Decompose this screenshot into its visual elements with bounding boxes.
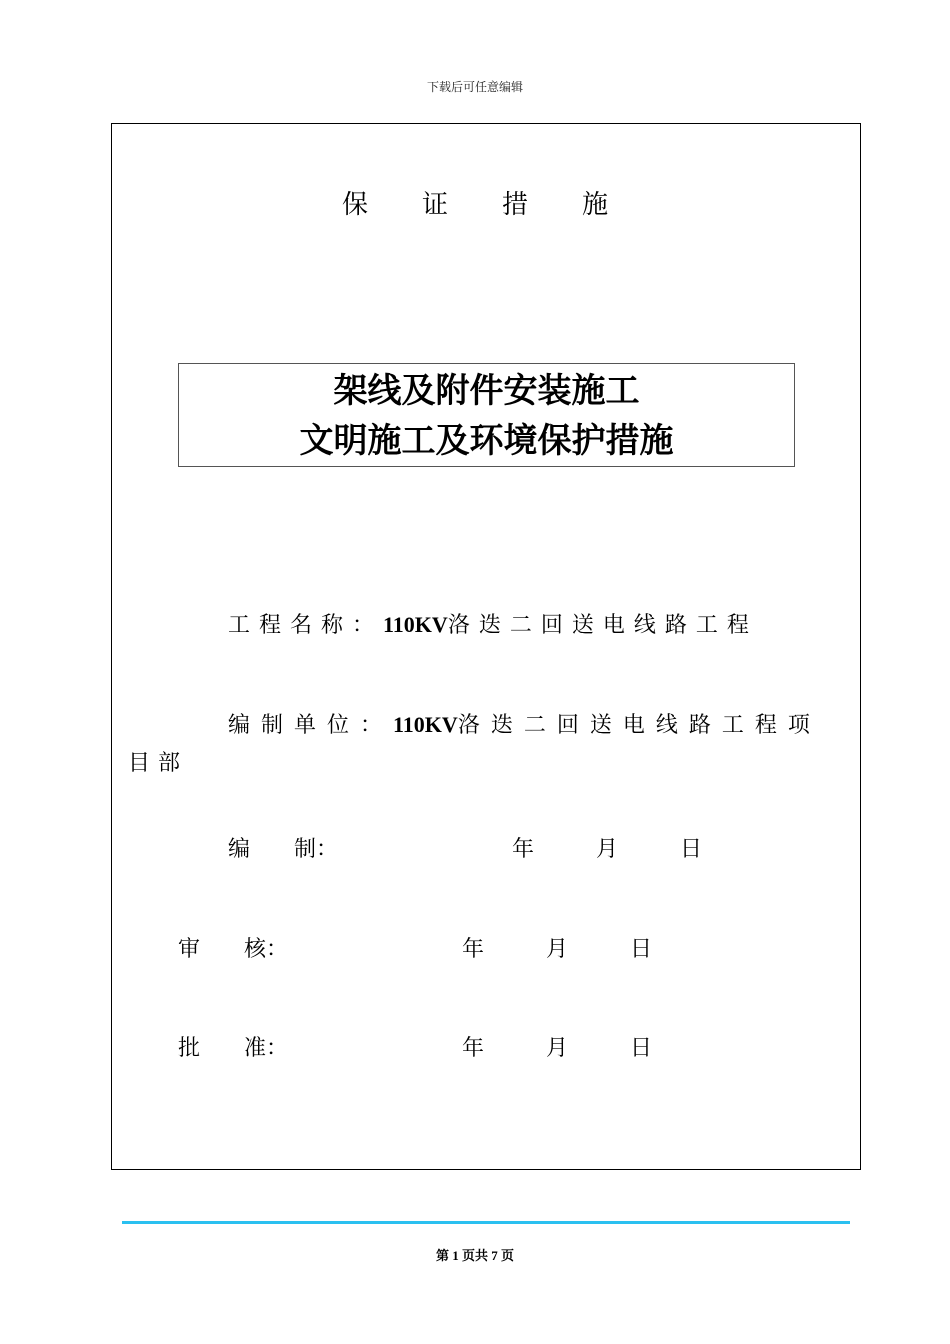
cover-frame xyxy=(111,123,861,1170)
header-note: 下载后可任意编辑 xyxy=(426,80,523,94)
compile-row xyxy=(228,832,703,863)
review-row xyxy=(178,932,653,963)
title-line-1: 架线及附件安装施工 xyxy=(333,371,640,411)
page-footer: 第 1 页共 7 页 xyxy=(435,1248,514,1263)
approve-year: 年 xyxy=(462,1036,485,1061)
approve-month: 月 xyxy=(546,1036,569,1061)
approve-row xyxy=(178,1031,653,1062)
review-label: 审 核： xyxy=(178,937,289,962)
review-month: 月 xyxy=(546,937,569,962)
title-box xyxy=(178,363,795,467)
project-name-prefix: 110KV xyxy=(383,612,448,637)
project-name-field xyxy=(228,608,758,639)
approve-day: 日 xyxy=(630,1036,653,1061)
compile-month: 月 xyxy=(596,837,619,862)
approve-label: 批 准： xyxy=(178,1036,289,1061)
project-name-value: 洛迭二回送电线路工程 xyxy=(447,613,758,638)
footer-divider xyxy=(122,1221,850,1224)
review-year: 年 xyxy=(462,937,485,962)
title-line-2: 文明施工及环境保护措施 xyxy=(299,421,674,461)
unit-label: 编制单位： xyxy=(228,713,394,738)
compile-day: 日 xyxy=(680,837,703,862)
compile-label: 编 制： xyxy=(228,837,339,862)
review-day: 日 xyxy=(630,937,653,962)
heading-text: 保证措施 xyxy=(341,190,662,220)
unit-value-line2: 目部 xyxy=(128,751,189,776)
compile-year: 年 xyxy=(512,837,535,862)
unit-prefix: 110KV xyxy=(393,712,458,737)
unit-field xyxy=(228,708,821,739)
project-name-label: 工程名称： xyxy=(228,613,384,638)
unit-value-line1: 洛迭二回送电线路工程项 xyxy=(457,713,821,738)
page-heading xyxy=(0,184,950,221)
